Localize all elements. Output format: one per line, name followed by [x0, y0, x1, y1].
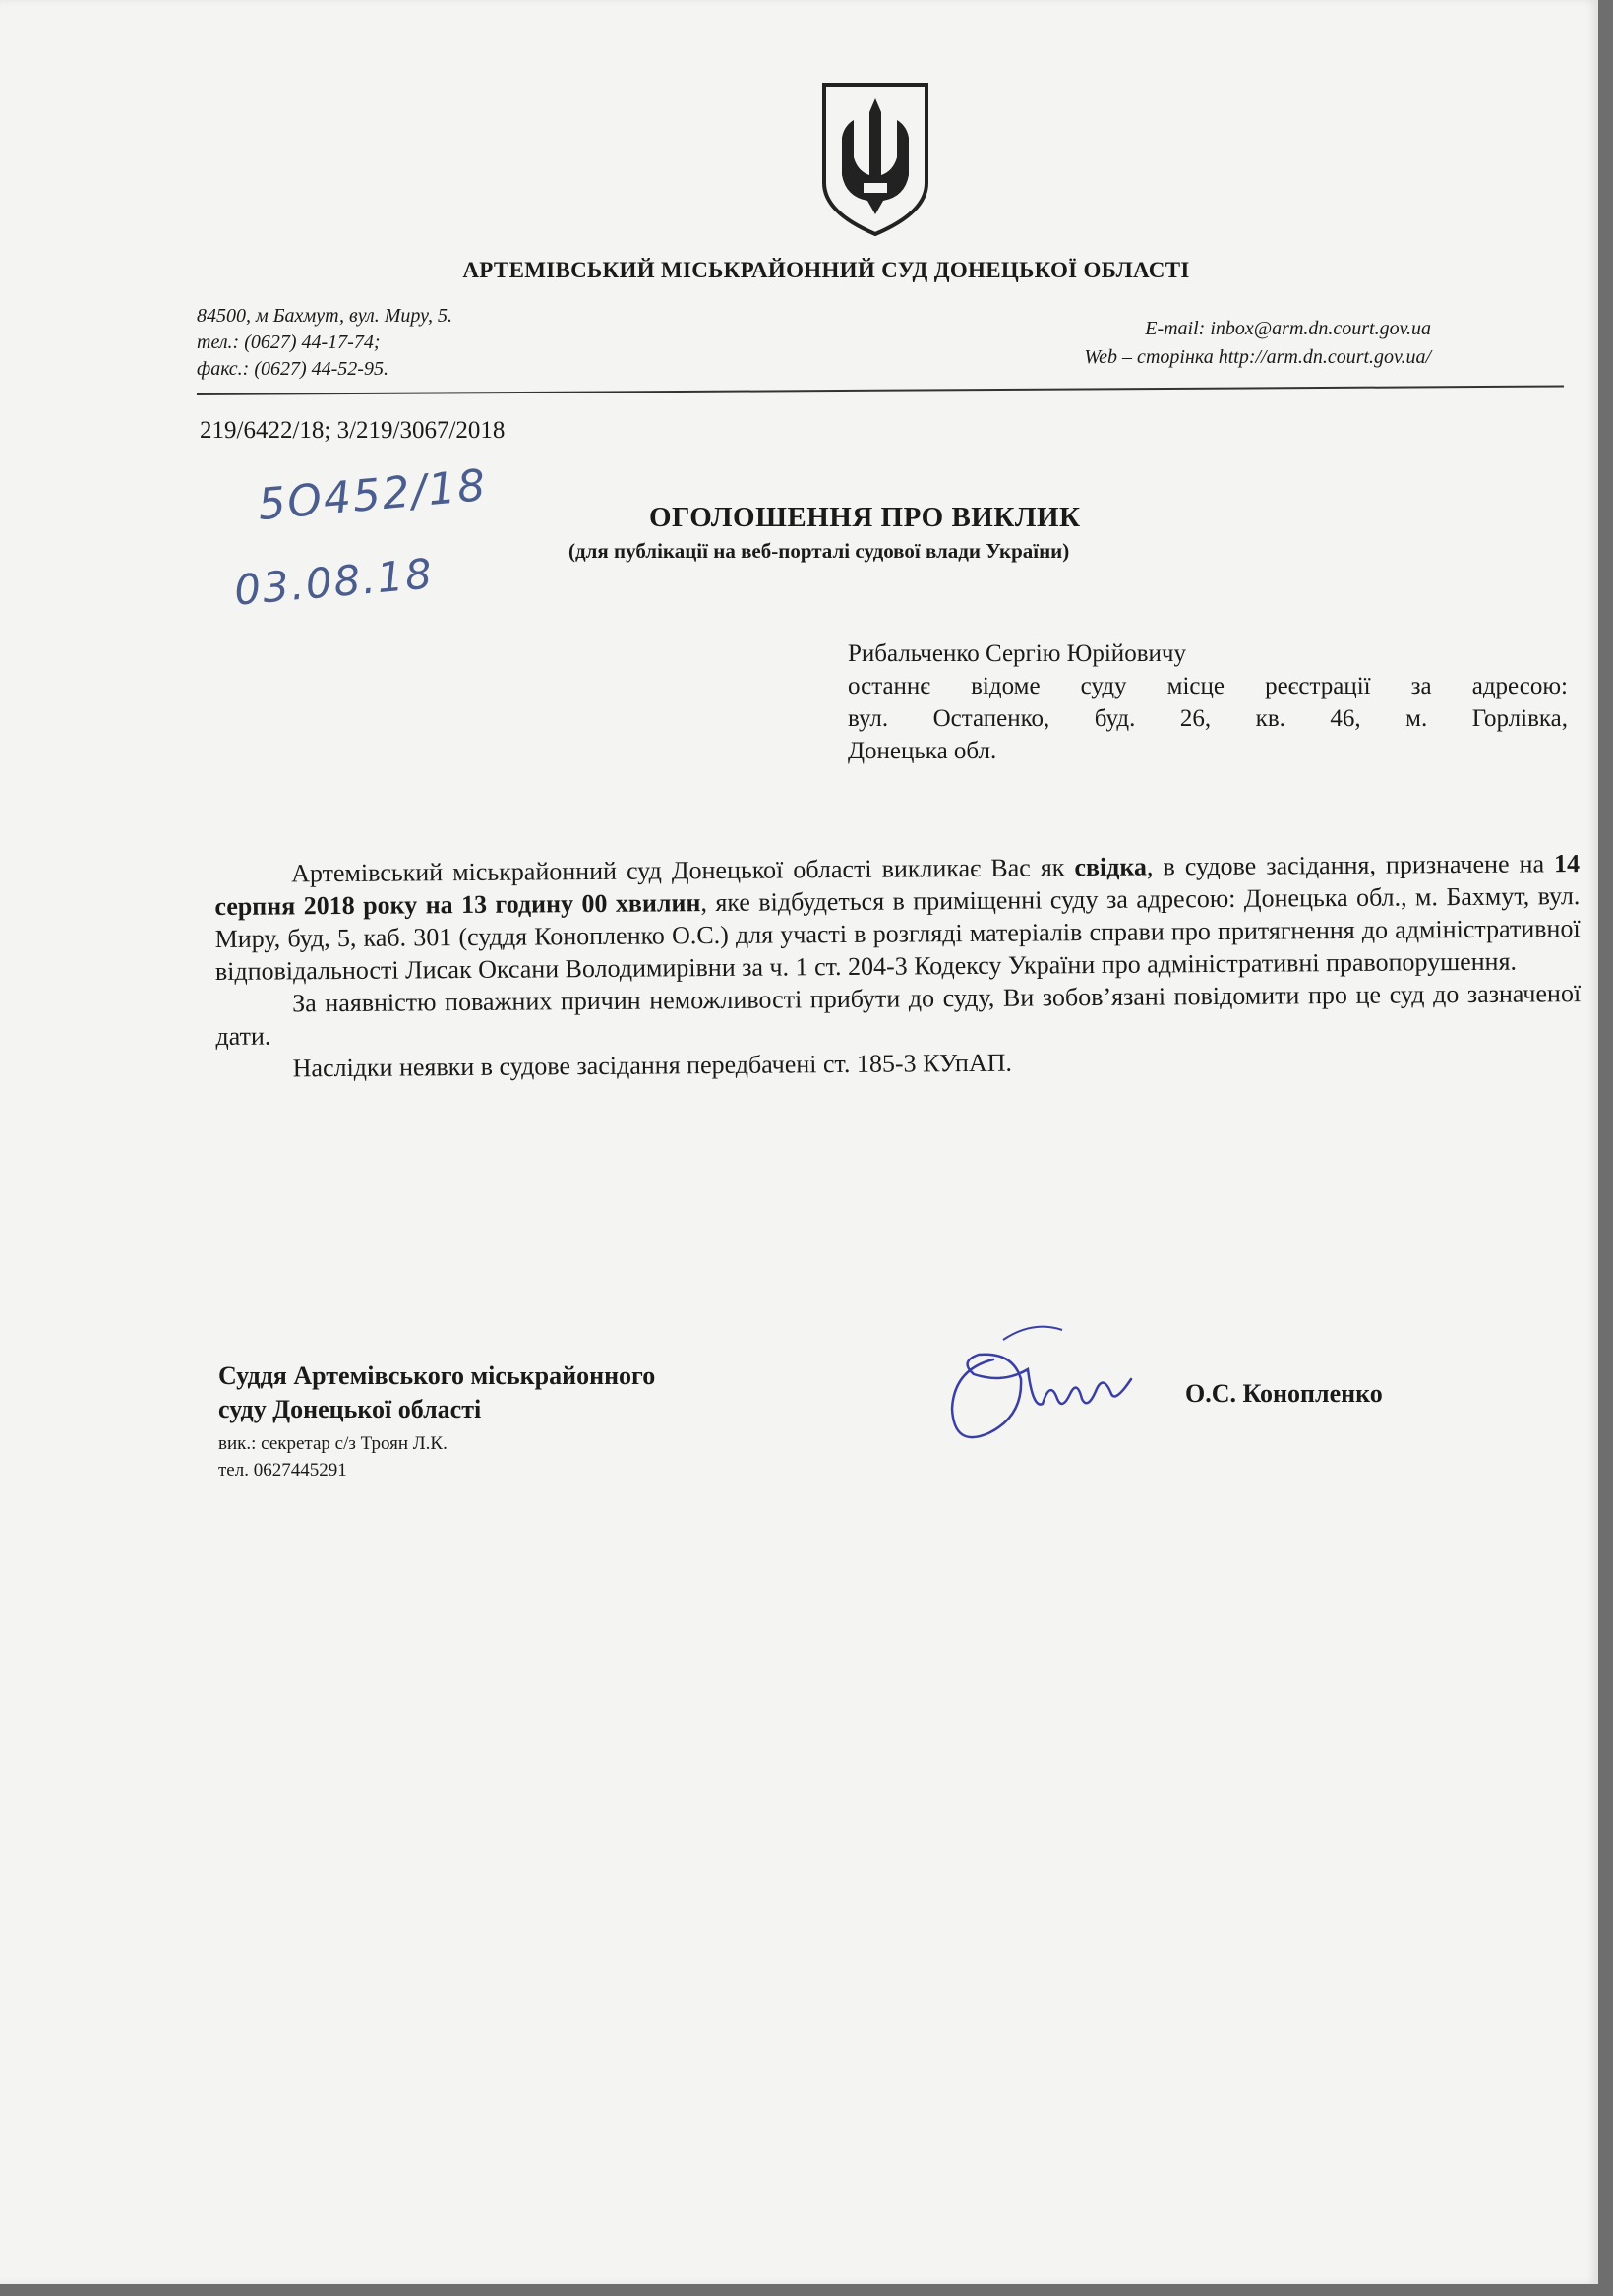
coat-of-arms-icon [818, 81, 932, 238]
court-address: 84500, м Бахмут, вул. Миру, 5. [197, 305, 453, 327]
case-number: 219/6422/18; 3/219/3067/2018 [200, 417, 506, 444]
handwritten-date: 03.08.18 [232, 549, 436, 615]
court-phone: тел.: (0627) 44-17-74; [197, 332, 381, 353]
addressee-line: Донецька обл. [848, 738, 997, 764]
body-paragraph [214, 847, 1581, 988]
handwritten-signature [934, 1300, 1141, 1458]
body-paragraph: За наявністю поважних причин неможливості прибути до суду, Ви зобов’язані повідомити про це суд до зазначеної дати. [215, 979, 1582, 1051]
addressee-name: Рибальченко Сергію Юрійовичу [848, 640, 1186, 667]
addressee-block [848, 637, 1568, 767]
notice-subtitle: (для публікації на веб-порталі судової влади України) [568, 539, 1070, 563]
text-run: Артемівський міськрайонний суд Донецької області викликає Вас як [291, 853, 1075, 888]
judge-title [218, 1359, 655, 1426]
court-web: Web – сторінка http://arm.dn.court.gov.ua/ [1084, 346, 1431, 368]
addressee-line: останнє відоме суду місце реєстрації за адресою: [848, 673, 1568, 699]
court-fax: факс.: (0627) 44-52-95. [197, 358, 388, 380]
hearing-datetime: 14 серпня 2018 року на 13 годину 00 хвилин [214, 849, 1581, 921]
body-paragraph: Наслідки неявки в судове засідання передбачені ст. 185-3 КУпАП. [292, 1048, 1013, 1083]
judge-name: О.С. Конопленко [1185, 1379, 1383, 1408]
judge-title-line: Суддя Артемівського міськрайонного [218, 1361, 656, 1390]
court-contacts-left [197, 303, 452, 383]
court-name: АРТЕМІВСЬКИЙ МІСЬКРАЙОННИЙ СУД ДОНЕЦЬКОЇ ОБЛАСТІ [462, 258, 1190, 282]
executor-name: вик.: секретар с/з Троян Л.К. [218, 1433, 448, 1454]
handwritten-reg-number: 5О452/18 [256, 459, 490, 531]
addressee-line: вул. Остапенко, буд. 26, кв. 46, м. Горлівка, [848, 705, 1568, 732]
court-email: E-mail: inbox@arm.dn.court.gov.ua [1145, 318, 1431, 339]
executor-phone: тел. 0627445291 [218, 1460, 347, 1480]
header-divider [197, 386, 1564, 395]
notice-body [214, 847, 1582, 1085]
role-emphasis: свідка [1074, 852, 1148, 882]
text-run: , в судове засідання, призначене на [1146, 849, 1555, 881]
text-run: , яке відбудеться в приміщенні суду за адресою: Донецька обл., м. Бахмут, вул. Миру, буд, 5, каб. 301 (суддя Конопленко О.С.) для участі в розгляді матеріалів справи про притягнення до адміністративної відповідальності Лисак Оксани Володимирівни за ч. 1 ст. 204-3 Кодексу України про адміністративні правопорушення. [214, 881, 1581, 986]
executor-info [218, 1430, 448, 1483]
judge-title-line: суду Донецької області [218, 1395, 482, 1423]
notice-title: ОГОЛОШЕННЯ ПРО ВИКЛИК [649, 502, 1081, 533]
court-contacts-right [1084, 315, 1431, 372]
